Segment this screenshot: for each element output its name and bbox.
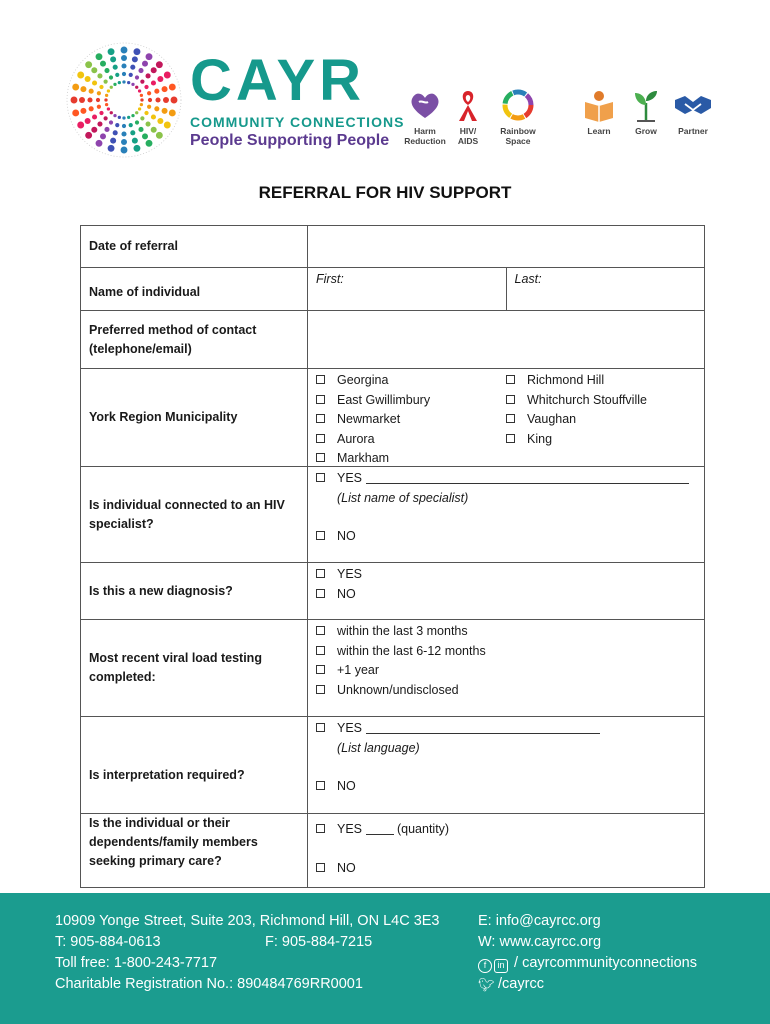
checkbox[interactable] — [316, 824, 325, 833]
footer-address: 10909 Yonge Street, Suite 203, Richmond Hill, ON L4C 3E3 — [55, 913, 440, 929]
quantity-field[interactable] — [366, 822, 394, 835]
specialist-label: Is individual connected to an HIV specialist? — [81, 467, 308, 562]
checkbox[interactable] — [316, 685, 325, 694]
checkbox[interactable] — [506, 395, 515, 404]
grow-label: Grow — [635, 126, 657, 136]
option-label: Whitchurch Stouffville — [527, 392, 647, 407]
specialist-name-field[interactable] — [366, 471, 689, 484]
interpretation-label: Is interpretation required? — [81, 717, 308, 813]
primary-care-no-option[interactable] — [316, 859, 696, 879]
checkbox[interactable] — [316, 473, 325, 482]
book-reader-icon — [581, 88, 617, 122]
checkbox[interactable] — [316, 589, 325, 598]
municipality-label: York Region Municipality — [81, 369, 308, 466]
checkbox[interactable] — [316, 395, 325, 404]
learn-badge — [572, 86, 626, 136]
option-label: Richmond Hill — [527, 373, 605, 387]
checkbox[interactable] — [316, 723, 325, 732]
option-markham[interactable] — [316, 449, 506, 469]
contact-field[interactable] — [308, 311, 704, 368]
row-contact — [81, 310, 704, 368]
viral-option-1-year[interactable] — [316, 661, 696, 681]
checkbox[interactable] — [316, 414, 325, 423]
checkbox[interactable] — [316, 531, 325, 540]
partner-badge — [666, 86, 720, 136]
footer-social-facebook-linkedin[interactable] — [478, 953, 697, 974]
name-fields — [308, 268, 704, 310]
specialist-yes-option[interactable] — [316, 469, 696, 489]
rainbow-space-label: Rainbow Space — [500, 126, 536, 146]
rainbow-ring-icon — [500, 87, 536, 123]
diagnosis-label: Is this a new diagnosis? — [81, 563, 308, 619]
specialist-hint: (List name of specialist) — [337, 490, 469, 505]
option-label: YES — [337, 567, 363, 581]
option-label: within the last 6-12 months — [337, 643, 486, 658]
checkbox[interactable] — [316, 863, 325, 872]
primary-care-label: Is the individual or their dependents/family members seeking primary care? — [81, 814, 308, 887]
interpretation-yes-option[interactable] — [316, 719, 696, 739]
specialist-no-option[interactable] — [316, 527, 696, 547]
option-label: YES — [337, 471, 363, 485]
option-label: Unknown/undisclosed — [337, 682, 459, 697]
heart-hands-icon — [405, 88, 445, 122]
checkbox[interactable] — [506, 434, 515, 443]
footer-social-twitter[interactable] — [478, 974, 697, 995]
municipality-options — [308, 369, 704, 466]
option-king[interactable] — [506, 430, 696, 450]
option-label: Markham — [337, 451, 390, 465]
option-label: NO — [337, 586, 356, 601]
hiv-aids-label: HIV/ AIDS — [457, 126, 479, 146]
form-title: REFERRAL FOR HIV SUPPORT — [258, 183, 512, 202]
viral-load-label: Most recent viral load testing completed: — [81, 620, 308, 716]
row-viral-load — [81, 619, 704, 716]
rainbow-space-badge — [491, 86, 545, 146]
row-municipality — [81, 368, 704, 466]
checkbox[interactable] — [316, 434, 325, 443]
last-name-field[interactable]: Last: — [514, 272, 542, 286]
checkbox[interactable] — [316, 781, 325, 790]
checkbox[interactable] — [506, 414, 515, 423]
row-date — [81, 226, 704, 267]
viral-option-unknown[interactable] — [316, 681, 696, 701]
red-ribbon-icon — [453, 87, 483, 123]
cayr-logo-burst-icon — [64, 40, 184, 160]
option-label: NO — [337, 529, 356, 543]
option-label: within the last 3 months — [337, 624, 468, 638]
referral-form-table — [80, 225, 705, 888]
brand-name: CAYR — [190, 48, 366, 113]
social-handle-2: /cayrcc — [498, 976, 544, 992]
checkbox[interactable] — [506, 375, 515, 384]
name-label: Name of individual — [81, 268, 308, 310]
facebook-icon: f — [478, 959, 492, 973]
interpretation-options — [308, 717, 704, 813]
checkbox[interactable] — [316, 626, 325, 635]
twitter-icon: 🐦︎ — [478, 977, 495, 992]
sprout-icon — [629, 87, 663, 123]
option-richmond-hill[interactable] — [506, 371, 696, 391]
option-label: NO — [337, 860, 356, 875]
linkedin-icon: in — [494, 959, 508, 973]
language-field[interactable] — [366, 721, 600, 734]
diagnosis-yes-option[interactable] — [316, 565, 696, 585]
brand-block — [190, 48, 405, 150]
option-label: YES — [337, 822, 363, 836]
grow-badge — [619, 86, 673, 136]
option-whitchurch-stouffville[interactable] — [506, 391, 696, 411]
primary-care-yes-option[interactable] — [316, 820, 696, 840]
primary-care-options — [308, 814, 704, 887]
handshake-icon — [673, 90, 713, 120]
footer-tollfree: Toll free: 1-800-243-7717 — [55, 955, 218, 971]
harm-reduction-label: Harm Reduction — [404, 126, 446, 146]
checkbox[interactable] — [316, 646, 325, 655]
option-label: NO — [337, 779, 356, 793]
diagnosis-no-option[interactable] — [316, 585, 696, 605]
partner-label: Partner — [678, 126, 708, 136]
option-label: Newmarket — [337, 412, 401, 426]
row-diagnosis — [81, 562, 704, 619]
contact-label: Preferred method of contact (telephone/email) — [81, 311, 308, 368]
option-label: King — [527, 431, 553, 446]
row-interpretation — [81, 716, 704, 813]
row-specialist — [81, 466, 704, 562]
footer-web[interactable]: W: www.cayrcc.org — [478, 934, 602, 950]
learn-label: Learn — [587, 126, 611, 136]
option-east-gwillimbury[interactable] — [316, 391, 506, 411]
row-name — [81, 267, 704, 310]
checkbox[interactable] — [316, 665, 325, 674]
row-primary-care — [81, 813, 704, 887]
hiv-aids-badge — [441, 86, 495, 146]
footer-fax: F: 905-884-7215 — [265, 934, 373, 950]
interpretation-no-option[interactable] — [316, 777, 696, 797]
first-name-field[interactable]: First: — [308, 268, 507, 310]
checkbox[interactable] — [316, 453, 325, 462]
option-aurora[interactable] — [316, 430, 506, 450]
footer-phone: T: 905-884-0613 — [55, 934, 161, 950]
option-label: YES — [337, 721, 363, 735]
interpretation-hint: (List language) — [337, 740, 420, 755]
option-label: Georgina — [337, 373, 389, 387]
option-label: +1 year — [337, 663, 380, 677]
option-label: Aurora — [337, 431, 375, 446]
diagnosis-options — [308, 563, 704, 619]
brand-tagline: People Supporting People — [190, 132, 390, 149]
viral-load-options — [308, 620, 704, 716]
specialist-options — [308, 467, 704, 562]
option-label: Vaughan — [527, 412, 577, 426]
date-field[interactable] — [308, 226, 704, 267]
option-georgina[interactable] — [316, 371, 506, 391]
checkbox[interactable] — [316, 569, 325, 578]
footer-charitable: Charitable Registration No.: 890484769RR0001 — [55, 976, 363, 992]
viral-option-6-12-months[interactable] — [316, 642, 696, 662]
contact-footer — [0, 893, 770, 1024]
footer-email[interactable]: E: info@cayrcc.org — [478, 913, 601, 929]
brand-sub: COMMUNITY CONNECTIONS — [190, 114, 405, 130]
option-newmarket[interactable] — [316, 410, 506, 430]
date-label: Date of referral — [81, 226, 308, 267]
option-vaughan[interactable] — [506, 410, 696, 430]
social-handle-1: / cayrcommunityconnections — [514, 955, 697, 971]
viral-option-3-months[interactable] — [316, 622, 696, 642]
option-label: East Gwillimbury — [337, 392, 431, 407]
checkbox[interactable] — [316, 375, 325, 384]
quantity-label: (quantity) — [396, 822, 450, 836]
